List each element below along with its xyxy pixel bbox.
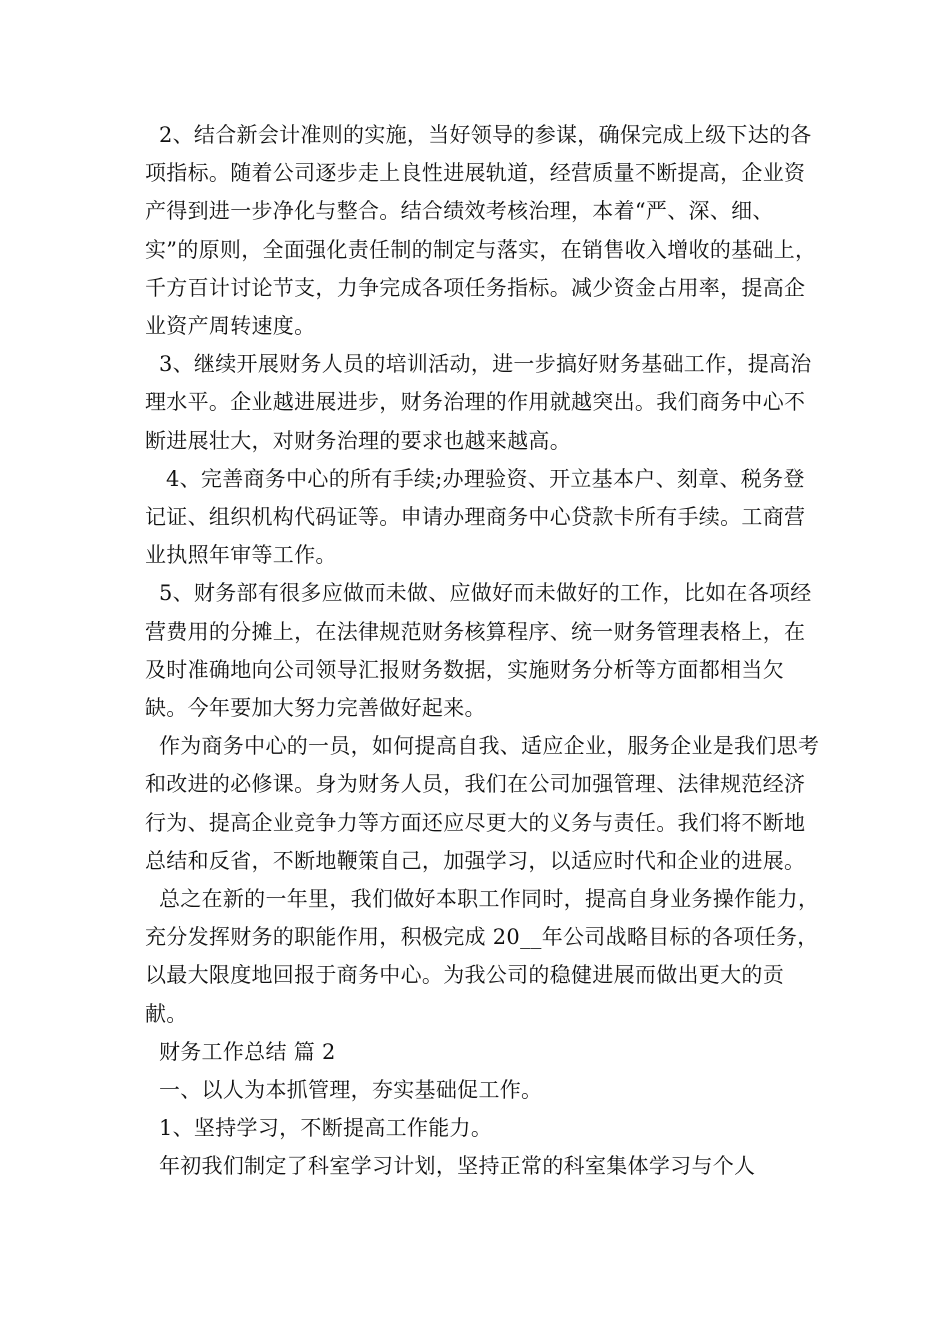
section-title: 财务工作总结 篇 2 [145, 1039, 336, 1064]
paragraph-item-5: 5、财务部有很多应做而未做、应做好而未做好的工作，比如在各项经营费用的分摊上，在法律规范财务核算程序、统一财务管理表格上，在及时准确地向公司领导汇报财务数据，实施财务分析等方面都相当欠缺。今年要加大努力完善做好起来。 [145, 581, 812, 721]
paragraph-summary: 总之在新的一年里，我们做好本职工作同时，提高自身业务操作能力，充分发挥财务的职能作用，积极完成 20__年公司战略目标的各项任务，以最大限度地回报于商务中心。为我公司的稳健进展而做出更大的贡献。 [145, 887, 820, 1026]
paragraph-item-3: 3、继续开展财务人员的培训活动，进一步搞好财务基础工作，提高治理水平。企业越进展进步，财务治理的作用就越突出。我们商务中心不断进展壮大，对财务治理的要求也越来越高。 [145, 352, 812, 453]
subheading-learning: 1、坚持学习，不断提高工作能力。 [145, 1116, 493, 1141]
paragraph-item-2: 2、结合新会计准则的实施，当好领导的参谋，确保完成上级下达的各项指标。随着公司逐步走上良性进展轨道，经营质量不断提高，企业资产得到进一步净化与整合。结合绩效考核治理，本着“严、深、细、实”的原则，全面强化责任制的制定与落实，在销售收入增收的基础上，千方百计讨论节支，力争完成各项任务指标。减少资金占用率，提高企业资产周转速度。 [145, 123, 817, 339]
paragraph-study-plan: 年初我们制定了科室学习计划，坚持正常的科室集体学习与个人 [145, 1154, 756, 1179]
subheading-management: 一、以人为本抓管理，夯实基础促工作。 [145, 1078, 543, 1103]
document-body [145, 116, 825, 1186]
paragraph-role: 作为商务中心的一员，如何提高自我、适应企业，服务企业是我们思考和改进的必修课。身为财务人员，我们在公司加强管理、法律规范经济行为、提高企业竞争力等方面还应尽更大的义务与责任。我们将不断地总结和反省，不断地鞭策自己，加强学习，以适应时代和企业的进展。 [145, 734, 820, 873]
paragraph-item-4: 4、完善商务中心的所有手续;办理验资、开立基本户、刻章、税务登记证、组织机构代码证等。申请办理商务中心贷款卡所有手续。工商营业执照年审等工作。 [145, 466, 806, 568]
